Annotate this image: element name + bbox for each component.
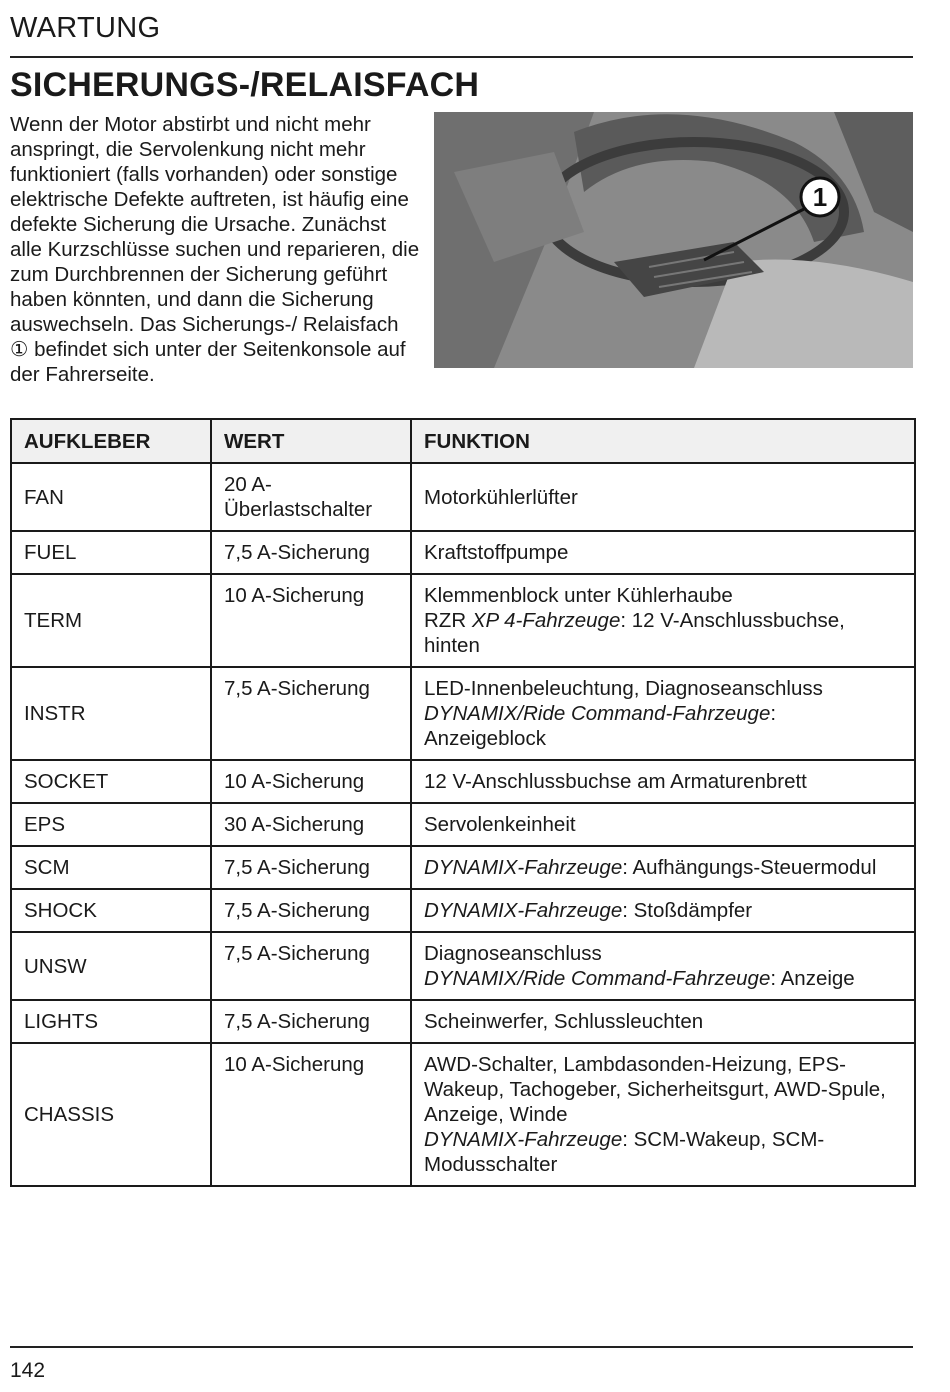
intro-paragraph: Wenn der Motor abstirbt und nicht mehr anspringt, die Servolenkung nicht mehr funktioniert (falls vorhanden) oder sonstige elektrische Defekte auftreten, ist häufig eine defekte Sicherung die Ursache. Zunächst alle Kurzschlüsse suchen und reparieren, die zum Durchbrennen der Sicherung geführt haben könnten, und dann die Sicherung auswechseln. Das Sicherungs-/ Relaisfach ① befindet sich unter der Seitenkonsole auf der Fahrerseite. — [10, 113, 420, 386]
fuse-function-cell — [411, 531, 915, 574]
vehicle-model-italic: DYNAMIX/Ride Command-Fahrzeuge — [424, 967, 771, 990]
table-row — [11, 463, 915, 531]
table-row — [11, 932, 915, 1000]
fuse-value-cell: 10 A-Sicherung — [211, 574, 411, 667]
table-header-row — [11, 419, 915, 463]
vehicle-model-italic: DYNAMIX-Fahrzeuge — [424, 899, 623, 922]
function-line — [424, 769, 902, 794]
fuse-value-cell: 30 A-Sicherung — [211, 803, 411, 846]
fuse-label-cell: TERM — [11, 574, 211, 667]
fuse-label-cell: SHOCK — [11, 889, 211, 932]
bottom-rule — [10, 1346, 913, 1348]
function-text: 12 V-Anschlussbuchse am Armaturenbrett — [424, 770, 807, 793]
table-row — [11, 531, 915, 574]
vehicle-model-italic: DYNAMIX/Ride Command-Fahrzeuge — [424, 702, 771, 725]
column-header-value: WERT — [211, 419, 411, 463]
function-line — [424, 583, 902, 608]
table-row — [11, 1000, 915, 1043]
fuse-value-cell: 7,5 A-Sicherung — [211, 531, 411, 574]
fuse-label-cell: UNSW — [11, 932, 211, 1000]
fuse-table — [10, 418, 916, 1187]
function-line — [424, 485, 902, 510]
vehicle-model-italic: DYNAMIX-Fahrzeuge — [424, 1128, 623, 1151]
function-line — [424, 540, 902, 565]
fuse-function-cell — [411, 803, 915, 846]
function-line — [424, 1009, 902, 1034]
function-text: : Anzeige — [770, 967, 855, 990]
function-line — [424, 1127, 902, 1177]
fuse-label-cell: FUEL — [11, 531, 211, 574]
fuse-value-cell: 7,5 A-Sicherung — [211, 1000, 411, 1043]
fuse-value-cell: 7,5 A-Sicherung — [211, 889, 411, 932]
function-line — [424, 966, 902, 991]
function-line — [424, 676, 902, 701]
fuse-box-photo — [434, 112, 913, 368]
page-title: SICHERUNGS-/RELAISFACH — [10, 66, 480, 104]
fuse-table-body — [11, 463, 915, 1186]
function-text: Motorkühlerlüfter — [424, 485, 578, 509]
fuse-label-cell: SCM — [11, 846, 211, 889]
fuse-label-cell: FAN — [11, 463, 211, 531]
function-line — [424, 608, 902, 658]
function-text: : 12 V-Anschlussbuchse, hinten — [424, 609, 845, 657]
fuse-value-cell: 7,5 A-Sicherung — [211, 846, 411, 889]
fuse-label-cell: LIGHTS — [11, 1000, 211, 1043]
callout-number: 1 — [812, 182, 828, 212]
function-text: LED-Innenbeleuchtung, Diagnoseanschluss — [424, 677, 823, 700]
fuse-value-cell: 7,5 A-Sicherung — [211, 667, 411, 760]
function-line — [424, 941, 902, 966]
fuse-label-cell: CHASSIS — [11, 1043, 211, 1186]
function-text: : Stoßdämpfer — [622, 899, 753, 922]
fuse-function-cell — [411, 463, 915, 531]
function-prefix: RZR — [424, 609, 472, 632]
table-row — [11, 574, 915, 667]
fuse-value-cell: 10 A-Sicherung — [211, 1043, 411, 1186]
function-text: : Anzeigeblock — [424, 702, 777, 750]
fuse-value-cell: 7,5 A-Sicherung — [211, 932, 411, 1000]
fuse-label-cell: SOCKET — [11, 760, 211, 803]
function-text: AWD-Schalter, Lambdasonden-Heizung, EPS-Wakeup, Tachogeber, Sicherheitsgurt, AWD-Spule, Anzeige, Winde — [424, 1053, 886, 1126]
function-text: Diagnoseanschluss — [424, 942, 602, 965]
fuse-label-cell: INSTR — [11, 667, 211, 760]
function-text: : SCM-Wakeup, SCM-Modusschalter — [424, 1128, 825, 1176]
column-header-label: AUFKLEBER — [11, 419, 211, 463]
fuse-function-cell — [411, 889, 915, 932]
fuse-value-cell: 10 A-Sicherung — [211, 760, 411, 803]
fuse-function-cell — [411, 1000, 915, 1043]
function-line — [424, 1052, 902, 1127]
function-line — [424, 812, 902, 837]
vehicle-model-italic: DYNAMIX-Fahrzeuge — [424, 856, 623, 879]
fuse-function-cell — [411, 574, 915, 667]
photo-illustration — [434, 112, 913, 368]
fuse-function-cell — [411, 846, 915, 889]
fuse-function-cell — [411, 760, 915, 803]
top-rule — [10, 56, 913, 58]
fuse-function-cell — [411, 1043, 915, 1186]
table-row — [11, 889, 915, 932]
function-text: Servolenkeinheit — [424, 813, 576, 836]
column-header-function: FUNKTION — [411, 419, 915, 463]
function-line — [424, 701, 902, 751]
function-text: Scheinwerfer, Schlussleuchten — [424, 1010, 704, 1033]
table-row — [11, 846, 915, 889]
table-row — [11, 760, 915, 803]
function-text: Klemmenblock unter Kühlerhaube — [424, 584, 733, 607]
table-row — [11, 667, 915, 760]
vehicle-model-italic: XP 4-Fahrzeuge — [471, 609, 621, 632]
table-row — [11, 1043, 915, 1186]
fuse-label-cell: EPS — [11, 803, 211, 846]
function-text: : Aufhängungs-Steuermodul — [622, 856, 877, 879]
function-line — [424, 898, 902, 923]
fuse-function-cell — [411, 932, 915, 1000]
fuse-function-cell — [411, 667, 915, 760]
section-header: WARTUNG — [10, 12, 161, 44]
function-text: Kraftstoffpumpe — [424, 541, 569, 564]
page-number: 142 — [10, 1359, 46, 1382]
fuse-value-cell: 20 A-Überlastschalter — [211, 463, 411, 531]
table-row — [11, 803, 915, 846]
function-line — [424, 855, 902, 880]
